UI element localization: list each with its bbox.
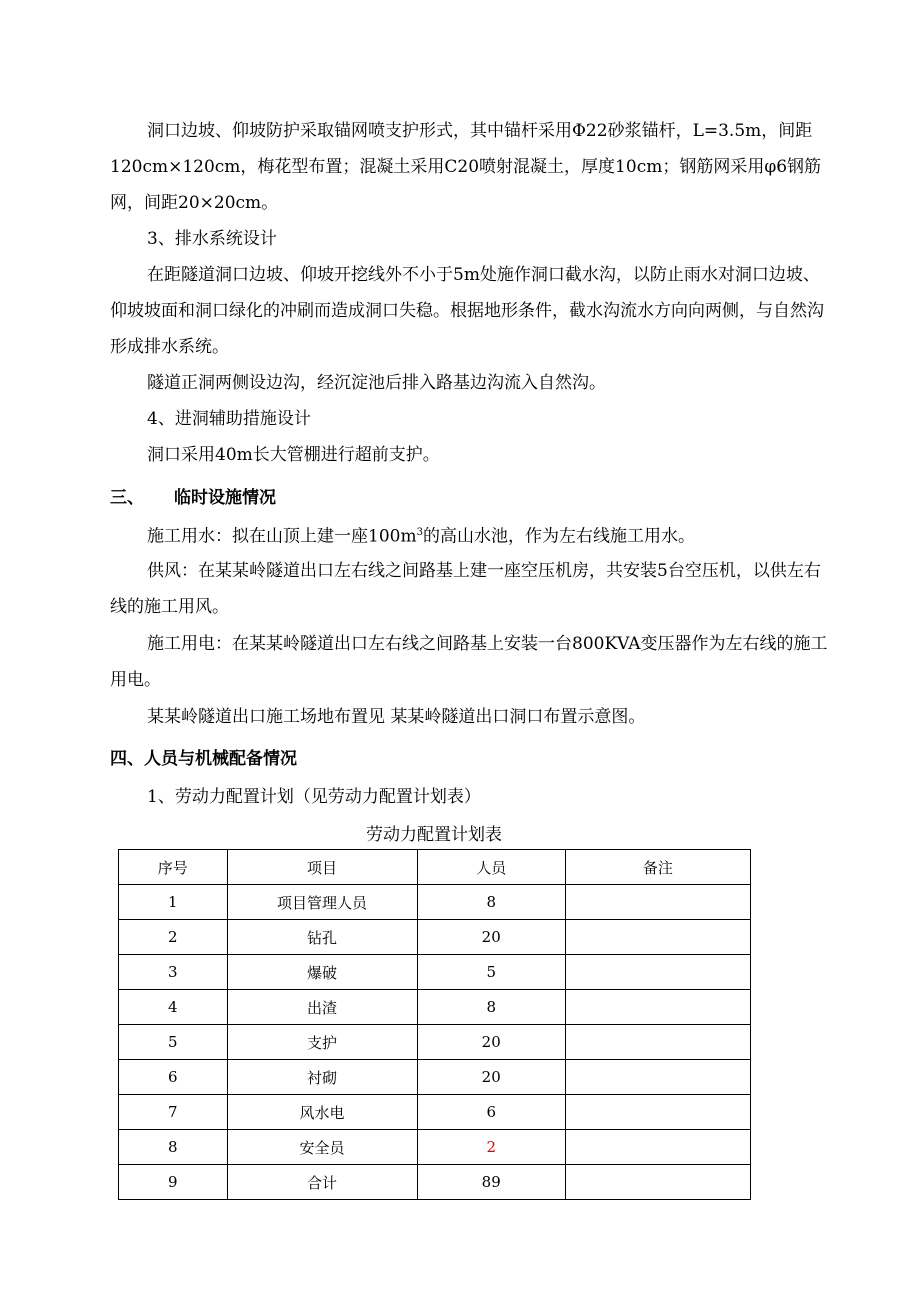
cell-personnel: 20: [417, 1060, 565, 1095]
heading-number: 三、: [110, 488, 144, 508]
superscript: 3: [416, 527, 423, 538]
cell-item: 风水电: [227, 1095, 417, 1130]
cell-personnel: 89: [417, 1165, 565, 1200]
heading-text: 临时设施情况: [174, 488, 276, 508]
paragraph-drainage: 在距隧道洞口边坡、仰坡开挖线外不小于5m处施作洞口截水沟，以防止雨水对洞口边坡、仰坡坡面和洞口绿化的冲刷而造成洞口失稳。根据地形条件，截水沟流水方向向两侧，与自然沟形成排水系统。: [110, 265, 824, 357]
paragraph-labor-plan: 1、劳动力配置计划（见劳动力配置计划表）: [147, 787, 481, 807]
cell-remarks: [565, 1165, 750, 1200]
water-text-a: 施工用水：拟在山顶上建一座100m: [147, 526, 417, 547]
cell-index: 4: [119, 990, 228, 1025]
cell-remarks: [565, 1095, 750, 1130]
cell-index: 9: [119, 1165, 228, 1200]
table-row: [119, 885, 751, 920]
cell-personnel: 8: [417, 990, 565, 1025]
table-row: [119, 955, 751, 990]
cell-personnel: 20: [417, 1025, 565, 1060]
cell-remarks: [565, 920, 750, 955]
cell-remarks: [565, 1060, 750, 1095]
cell-remarks: [565, 955, 750, 990]
cell-remarks: [565, 990, 750, 1025]
table-row: [119, 990, 751, 1025]
paragraph-site-layout: 某某岭隧道出口施工场地布置见 某某岭隧道出口洞口布置示意图。: [147, 707, 646, 727]
header-index: 序号: [119, 850, 228, 885]
cell-remarks: [565, 1130, 750, 1165]
table-row-total: [119, 1165, 751, 1200]
water-text-b: 的高山水池，作为左右线施工用水。: [422, 526, 695, 547]
cell-remarks: [565, 885, 750, 920]
cell-index: 1: [119, 885, 228, 920]
table-row: [119, 1025, 751, 1060]
cell-personnel: 20: [417, 920, 565, 955]
section-auxiliary-measures: 4、进洞辅助措施设计: [147, 409, 311, 429]
paragraph-side-ditch: 隧道正洞两侧设边沟，经沉淀池后排入路基边沟流入自然沟。: [147, 373, 606, 393]
header-remarks: 备注: [565, 850, 750, 885]
paragraph-water-supply: [110, 515, 830, 555]
cell-personnel: 5: [417, 955, 565, 990]
paragraph-air-supply: 供风：在某某岭隧道出口左右线之间路基上建一座空压机房，共安装5台空压机，以供左右线的施工用风。: [110, 561, 821, 617]
table-row: [119, 1130, 751, 1165]
cell-personnel: 6: [417, 1095, 565, 1130]
cell-item: 合计: [227, 1165, 417, 1200]
heading-temporary-facilities: [110, 480, 276, 516]
table-row: [119, 1095, 751, 1130]
table-row: [119, 1060, 751, 1095]
cell-item: 安全员: [227, 1130, 417, 1165]
cell-item: 项目管理人员: [227, 885, 417, 920]
cell-index: 8: [119, 1130, 228, 1165]
labor-plan-table: [118, 849, 751, 1200]
paragraph-power-supply: 施工用电：在某某岭隧道出口左右线之间路基上安装一台800KVA变压器作为左右线的施工用电。: [110, 634, 828, 690]
cell-index: 7: [119, 1095, 228, 1130]
section-drainage-design: 3、排水系统设计: [147, 229, 277, 249]
cell-index: 2: [119, 920, 228, 955]
cell-item: 支护: [227, 1025, 417, 1060]
cell-item: 衬砌: [227, 1060, 417, 1095]
cell-personnel: 8: [417, 885, 565, 920]
table-row: [119, 920, 751, 955]
cell-index: 6: [119, 1060, 228, 1095]
cell-remarks: [565, 1025, 750, 1060]
cell-personnel-highlighted: 2: [417, 1130, 565, 1165]
table-caption: 劳动力配置计划表: [366, 825, 502, 845]
header-item: 项目: [227, 850, 417, 885]
paragraph-anchor-support: 洞口边坡、仰坡防护采取锚网喷支护形式，其中锚杆采用Φ22砂浆锚杆，L=3.5m，间距120cm×120cm，梅花型布置；混凝土采用C20喷射混凝土，厚度10cm；钢筋网采用φ6钢筋网，间距20×20cm。: [110, 121, 822, 213]
heading-personnel-machinery: 四、人员与机械配备情况: [110, 749, 297, 769]
table-header-row: [119, 850, 751, 885]
cell-item: 爆破: [227, 955, 417, 990]
header-personnel: 人员: [417, 850, 565, 885]
paragraph-pipe-shed: 洞口采用40m长大管棚进行超前支护。: [147, 445, 440, 465]
cell-item: 出渣: [227, 990, 417, 1025]
cell-item: 钻孔: [227, 920, 417, 955]
cell-index: 3: [119, 955, 228, 990]
cell-index: 5: [119, 1025, 228, 1060]
